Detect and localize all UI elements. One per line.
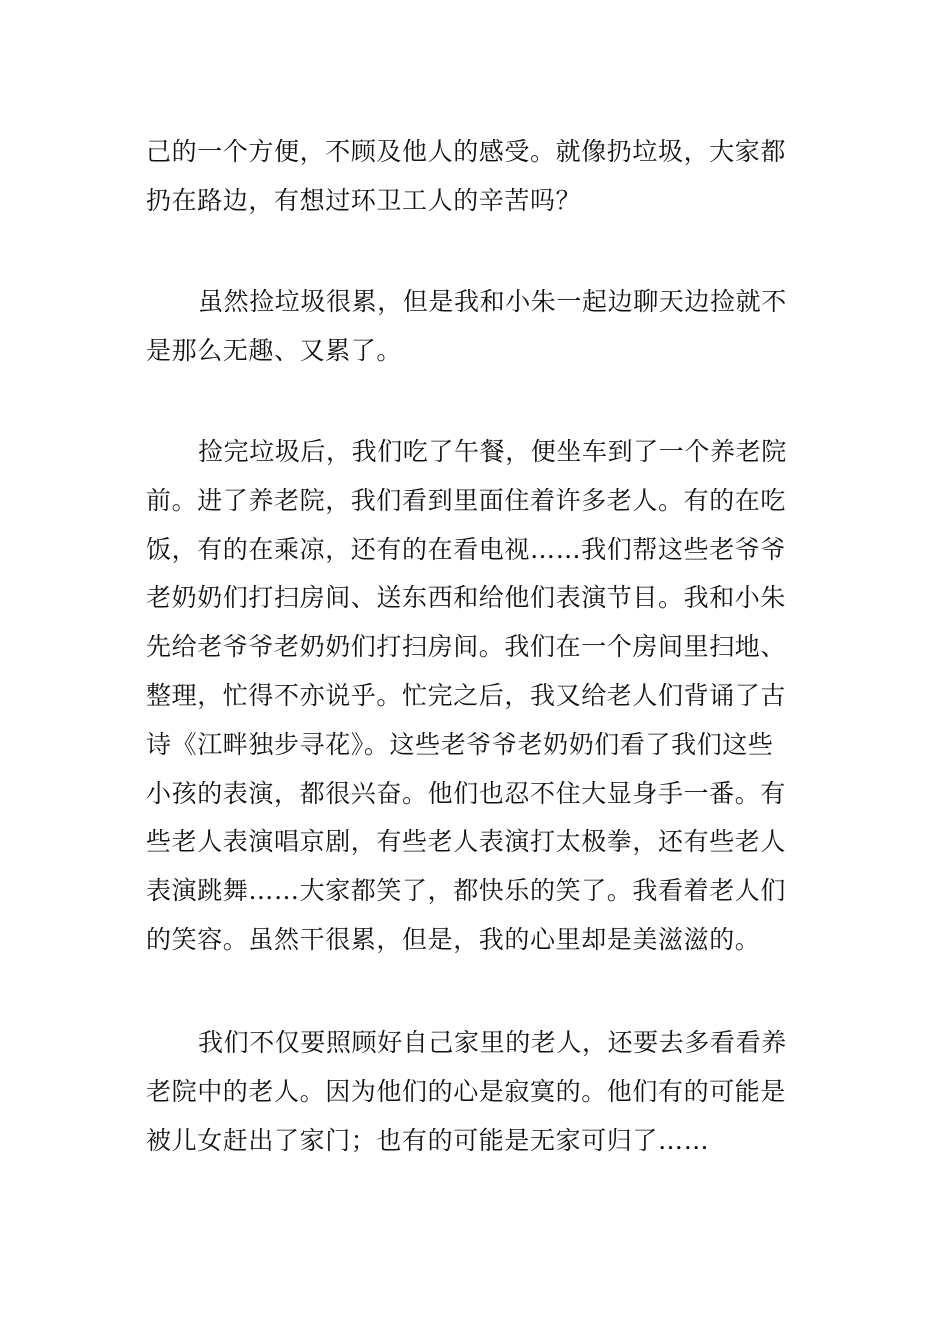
paragraph-line: 被儿女赶出了家门；也有的可能是无家可归了…… <box>146 1125 710 1155</box>
paragraph-2 <box>146 278 810 376</box>
paragraph-line: 老奶奶们打扫房间、送东西和给他们表演节目。我和小朱 <box>146 583 787 613</box>
paragraph-line: 些老人表演唱京剧，有些老人表演打太极拳，还有些老人 <box>146 827 787 857</box>
paragraph-line: 是那么无趣、又累了。 <box>146 335 403 365</box>
paragraph-line: 我们不仅要照顾好自己家里的老人，还要去多看看养 <box>198 1028 787 1057</box>
paragraph-line: 己的一个方便，不顾及他人的感受。就像扔垃圾，大家都 <box>146 137 787 166</box>
paragraph-line: 小孩的表演，都很兴奋。他们也忍不住大显身手一番。有 <box>146 778 787 808</box>
paragraph-line: 整理，忙得不亦说乎。忙完之后，我又给老人们背诵了古 <box>146 680 787 710</box>
paragraph-line: 前。进了养老院，我们看到里面住着许多老人。有的在吃 <box>146 485 787 515</box>
paragraph-line: 扔在路边，有想过环卫工人的辛苦吗？ <box>146 185 582 215</box>
paragraph-4 <box>146 1019 810 1165</box>
paragraph-line: 捡完垃圾后，我们吃了午餐，便坐车到了一个养老院 <box>198 437 787 466</box>
paragraph-line: 虽然捡垃圾很累，但是我和小朱一起边聊天边捡就不 <box>198 287 787 316</box>
paragraph-line: 诗《江畔独步寻花》。这些老爷爷老奶奶们看了我们这些 <box>146 729 774 759</box>
paragraph-1 <box>146 128 810 226</box>
paragraph-line: 老院中的老人。因为他们的心是寂寞的。他们有的可能是 <box>146 1076 787 1106</box>
paragraph-line: 饭，有的在乘凉，还有的在看电视……我们帮这些老爷爷 <box>146 534 787 564</box>
paragraph-line: 先给老爷爷老奶奶们打扫房间。我们在一个房间里扫地、 <box>146 632 787 662</box>
paragraph-3 <box>146 428 810 965</box>
paragraph-line: 的笑容。虽然干很累，但是，我的心里却是美滋滋的。 <box>146 924 761 954</box>
paragraph-line: 表演跳舞……大家都笑了，都快乐的笑了。我看着老人们 <box>146 876 787 906</box>
